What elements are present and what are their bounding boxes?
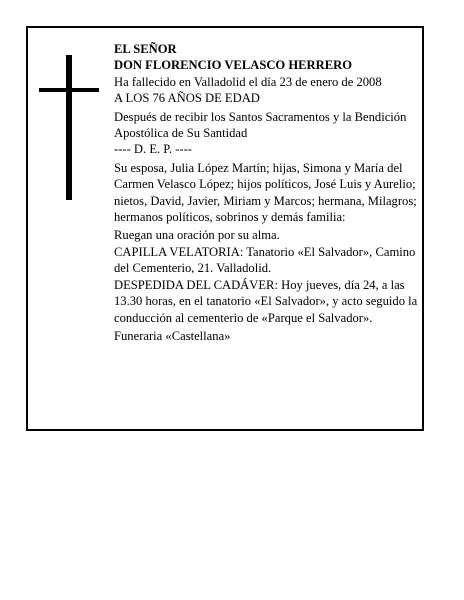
prayer-line: Ruegan una oración por su alma. bbox=[114, 228, 280, 243]
age-line: A LOS 76 AÑOS DE EDAD bbox=[114, 91, 260, 106]
obituary-notice bbox=[26, 26, 424, 431]
cross-vertical-bar bbox=[66, 55, 72, 200]
rip-line: ---- D. E. P. ---- bbox=[114, 142, 192, 157]
farewell-paragraph: DESPEDIDA DEL CADÁVER: Hoy jueves, día 24, a las 13.30 horas, en el tanatorio «El Salvador», y acto seguido la conducción al cementerio de «Parque el Salvador». bbox=[114, 277, 418, 325]
sacraments-line: Después de recibir los Santos Sacramentos y la Bendición Apostólica de Su Santidad bbox=[114, 109, 407, 141]
honorific: EL SEÑOR bbox=[114, 42, 177, 56]
cross-icon bbox=[39, 55, 99, 200]
funeral-home: Funeraria «Castellana» bbox=[114, 328, 231, 343]
chapel-paragraph: CAPILLA VELATORIA: Tanatorio «El Salvador», Camino del Cementerio, 21. Valladolid. bbox=[114, 244, 416, 276]
family-paragraph: Su esposa, Julia López Martín; hijas, Simona y María del Carmen Velasco López; hijos políticos, José Luis y Aurelio; nietos, David, Javier, Miriam y Marcos; hermana, Milagros; hermanos políticos, sobrinos y demás familia: bbox=[114, 160, 417, 225]
death-info: Ha fallecido en Valladolid el día 23 de enero de 2008 bbox=[114, 74, 382, 89]
notice-text bbox=[114, 41, 420, 344]
cross-horizontal-bar bbox=[39, 88, 99, 92]
deceased-name: DON FLORENCIO VELASCO HERRERO bbox=[114, 58, 353, 73]
